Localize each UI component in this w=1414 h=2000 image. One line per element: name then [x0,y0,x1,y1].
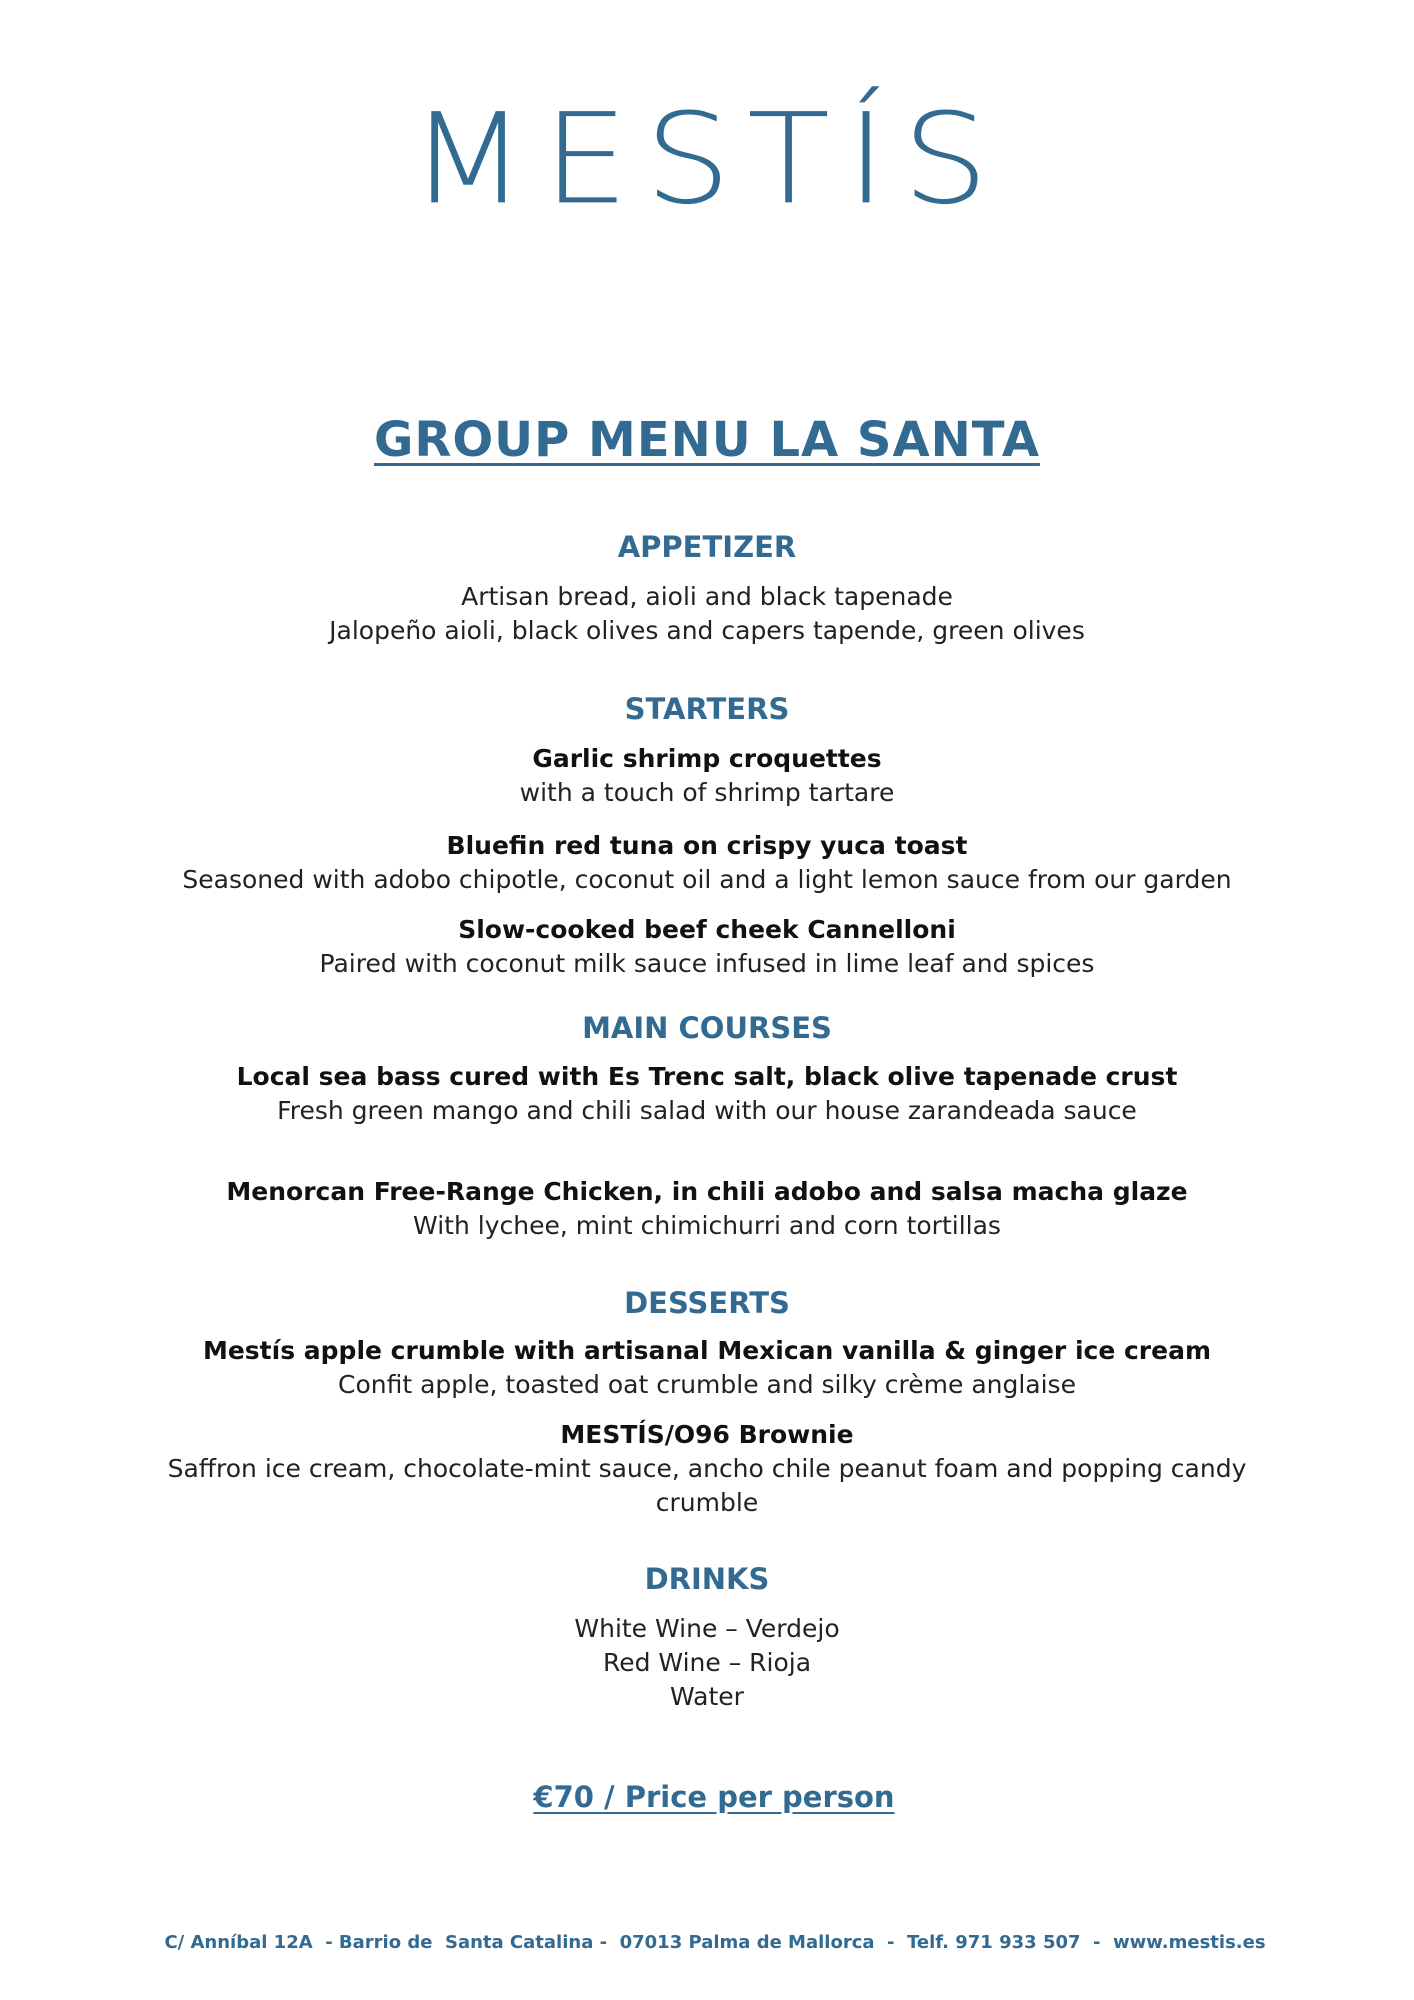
section-heading-drinks: DRINKS [644,1562,770,1596]
dish-item [0,1418,1414,1520]
dish-item [0,913,1414,981]
drink-item: White Wine – Verdejo [574,1614,840,1643]
dish-name: Mestís apple crumble with artisanal Mexican vanilla & ginger ice cream [202,1336,1212,1365]
dish-item [0,1060,1414,1128]
dish-description: Fresh green mango and chili salad with our house zarandeada sauce [277,1096,1137,1125]
dish-item [0,1175,1414,1243]
menu-title: GROUP MENU LA SANTA [374,412,1040,468]
appetizer-line: Jalopeño aioli, black olives and capers tapende, green olives [329,616,1085,645]
dish-description: Confit apple, toasted oat crumble and silky crème anglaise [338,1370,1076,1399]
dish-description: with a touch of shrimp tartare [519,778,895,807]
dish-name: Menorcan Free-Range Chicken, in chili adobo and salsa macha glaze [226,1177,1188,1206]
section-heading-appetizer: APPETIZER [617,530,797,564]
dish-item [0,1334,1414,1402]
dish-item [0,829,1414,897]
dish-name: Garlic shrimp croquettes [532,744,882,773]
dish-description: Paired with coconut milk sauce infused in lime leaf and spices [319,949,1095,978]
price-per-person: €70 / Price per person [533,1780,895,1814]
section-heading-desserts: DESSERTS [624,1286,790,1320]
footer-contact: C/ Anníbal 12A - Barrio de Santa Catalina - 07013 Palma de Mallorca - Telf. 971 933 507 - www.mestis.es [164,1932,1266,1953]
dish-name: Slow-cooked beef cheek Cannelloni [458,915,956,944]
restaurant-logo: MESTÍS [409,87,1005,233]
drink-item: Red Wine – Rioja [602,1648,812,1677]
appetizer-line: Artisan bread, aioli and black tapenade [461,582,953,611]
drink-item: Water [670,1682,744,1711]
section-heading-main-courses: MAIN COURSES [582,1011,832,1045]
dish-description: Seasoned with adobo chipotle, coconut oil and a light lemon sauce from our garden [182,865,1232,894]
dish-name: Bluefin red tuna on crispy yuca toast [446,831,968,860]
section-heading-starters: STARTERS [624,692,790,726]
appetizer-lines [0,580,1414,648]
dish-description: Saffron ice cream, chocolate-mint sauce, ancho chile peanut foam and popping candy crumble [167,1454,1247,1517]
dish-description: With lychee, mint chimichurri and corn tortillas [413,1211,1001,1240]
dish-name: MESTÍS/O96 Brownie [560,1420,854,1449]
drinks-lines [0,1612,1414,1714]
dish-name: Local sea bass cured with Es Trenc salt, black olive tapenade crust [236,1062,1178,1091]
dish-item [0,742,1414,810]
